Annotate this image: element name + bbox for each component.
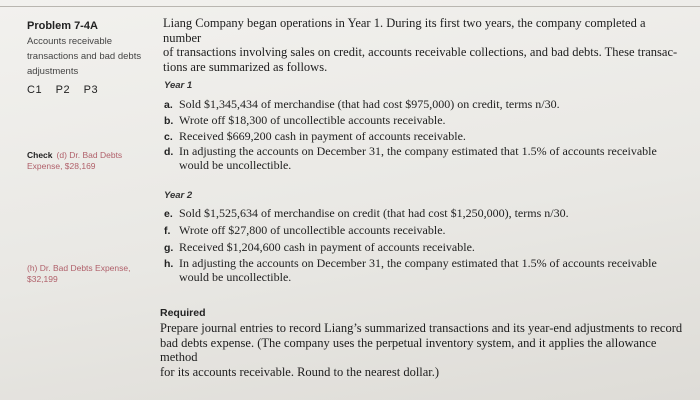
item-letter: f. — [164, 225, 171, 237]
check-line: (h) Dr. Bad Debts Expense, — [27, 263, 131, 273]
transaction-d — [164, 145, 684, 172]
code-c1: C1 — [27, 84, 43, 96]
item-text: Received $1,204,600 cash in payment of accounts receivable. — [179, 240, 475, 254]
transaction-b — [164, 114, 684, 128]
transaction-a — [164, 98, 684, 112]
learning-objective-codes — [27, 84, 155, 96]
item-text: Received $669,200 cash in payment of accounts receivable. — [179, 129, 466, 143]
required-line: Prepare journal entries to record Liang’s summarized transactions and its year-end adjustments to record — [160, 321, 683, 335]
item-text: Sold $1,345,434 of merchandise (that had cost $975,000) on credit, terms n/30. — [179, 97, 560, 111]
transaction-f — [164, 224, 684, 238]
transaction-h — [164, 257, 684, 284]
item-text: Sold $1,525,634 of merchandise on credit (that had cost $1,250,000), terms n/30. — [179, 206, 569, 220]
item-text: Wrote off $27,800 of uncollectible accounts receivable. — [179, 223, 446, 237]
item-letter: d. — [164, 146, 174, 158]
required-heading: Required — [160, 307, 206, 319]
code-p2: P2 — [55, 84, 71, 96]
check-line: (d) Dr. Bad Debts — [56, 150, 123, 160]
item-letter: c. — [164, 131, 173, 143]
item-letter: b. — [164, 115, 174, 127]
problem-sidebar — [27, 20, 155, 96]
check-line: Expense, $28,169 — [27, 161, 96, 171]
item-letter: a. — [164, 99, 173, 111]
item-letter: g. — [164, 242, 174, 254]
required-paragraph — [160, 321, 690, 379]
intro-paragraph — [163, 16, 683, 74]
transaction-e — [164, 207, 684, 221]
intro-line: tions are summarized as follows. — [163, 59, 328, 74]
required-line: bad debts expense. (The company uses the perpetual inventory system, and it applies the allowance method — [160, 335, 657, 364]
required-line: for its accounts receivable. Round to the nearest dollar.) — [160, 364, 440, 379]
item-letter: e. — [164, 208, 173, 220]
item-text: In adjusting the accounts on December 31, the company estimated that 1.5% of accounts receivable — [179, 144, 657, 158]
intro-line: Liang Company began operations in Year 1. During its first two years, the company completed a number — [163, 16, 646, 45]
problem-number: Problem 7-4A — [27, 20, 98, 32]
check-label: Check — [27, 150, 53, 160]
item-text: Wrote off $18,300 of uncollectible accounts receivable. — [179, 113, 446, 127]
intro-line: of transactions involving sales on credit, accounts receivable collections, and bad debts. These transac- — [163, 45, 678, 59]
subtitle-line: adjustments — [27, 66, 79, 77]
code-p3: P3 — [83, 84, 99, 96]
transaction-c — [164, 130, 684, 144]
item-continuation: would be uncollectible. — [179, 270, 292, 284]
year2-heading: Year 2 — [164, 190, 193, 201]
problem-subtitle — [27, 34, 155, 79]
transaction-g — [164, 241, 684, 255]
check-line: $32,199 — [27, 274, 58, 284]
subtitle-line: transactions and bad debts — [27, 51, 142, 62]
subtitle-line: Accounts receivable — [27, 36, 113, 47]
item-letter: h. — [164, 258, 174, 270]
item-text: In adjusting the accounts on December 31, the company estimated that 1.5% of accounts receivable — [179, 256, 657, 270]
item-continuation: would be uncollectible. — [179, 158, 292, 172]
top-rule — [0, 6, 700, 7]
check-figure-year2 — [27, 263, 155, 285]
year1-heading: Year 1 — [164, 80, 193, 91]
check-figure-year1 — [27, 150, 155, 172]
